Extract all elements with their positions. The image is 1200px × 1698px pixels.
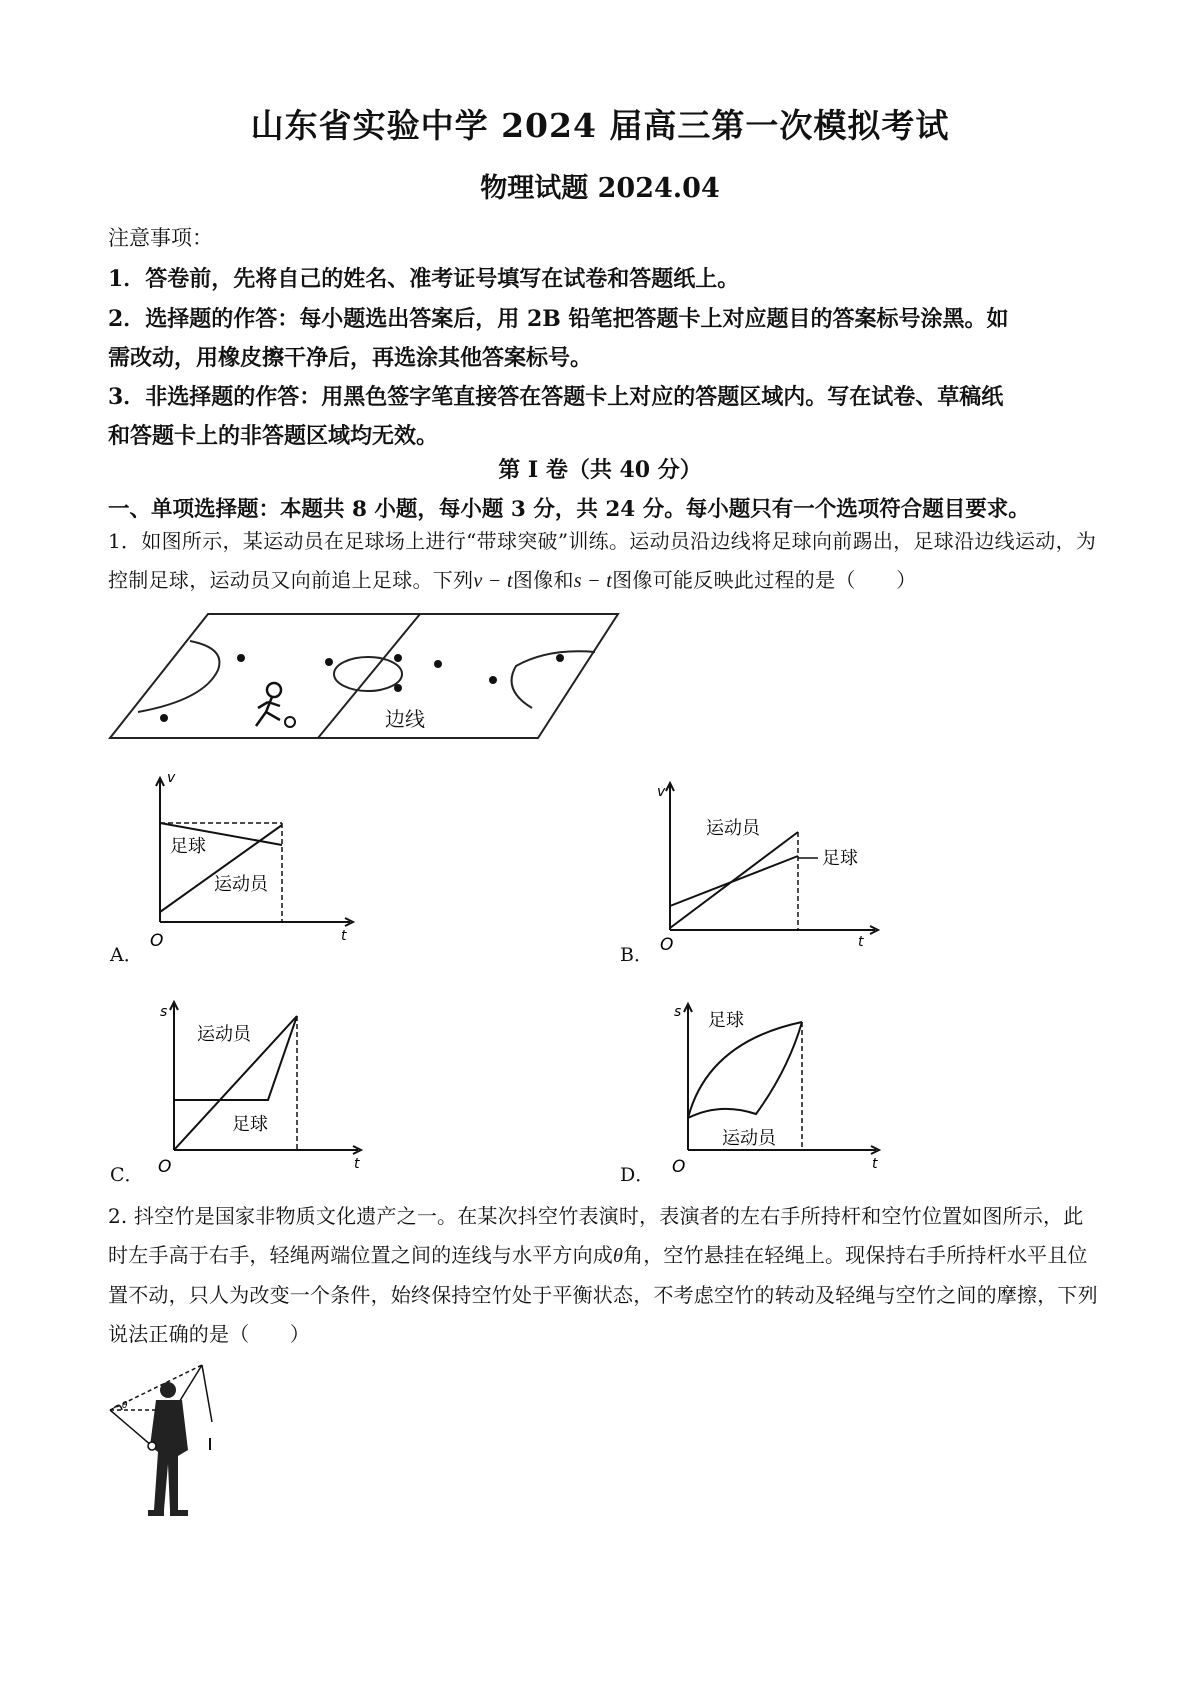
graph-b (650, 780, 890, 952)
question-1-text (108, 522, 1098, 601)
origin-label: O (150, 931, 164, 950)
graph-a (140, 770, 360, 950)
section-instruction: 一、单项选择题：本题共 8 小题，每小题 3 分，共 24 分。每小题只有一个选项符合题目要求。 (108, 497, 1030, 522)
origin-label: O (672, 1157, 686, 1176)
question-1-text-b: 图像和 (512, 568, 574, 592)
option-c-label[interactable]: C． (110, 1164, 144, 1186)
notice-item-1: 1．答卷前，先将自己的姓名、准考证号填写在试卷和答题纸上。 (108, 266, 740, 292)
option-a-label[interactable]: A． (110, 944, 143, 966)
ball-curve-label: 足球 (232, 1114, 268, 1135)
question-2-text (108, 1197, 1098, 1354)
football-field-illustration (108, 608, 628, 748)
exam-subtitle: 物理试题 2024.04 (480, 173, 720, 204)
athlete-curve-label: 运动员 (706, 818, 760, 839)
v-axis-label: v (657, 784, 666, 800)
diabolo-performer-illustration (108, 1360, 238, 1528)
t-axis-label: t (858, 934, 864, 950)
notice-item-3-line-1: 3．非选择题的作答：用黑色签字笔直接答在答题卡上对应的答题区域内。写在试卷、草稿纸 (108, 384, 1004, 410)
option-d-label[interactable]: D． (620, 1164, 655, 1186)
athlete-curve-label: 运动员 (197, 1024, 251, 1045)
ball-curve-label: 足球 (708, 1010, 744, 1031)
origin-label: O (660, 935, 674, 952)
graph-d (660, 998, 890, 1176)
exam-title: 山东省实验中学 2024 届高三第一次模拟考试 (250, 106, 950, 145)
athlete-curve-label: 运动员 (214, 874, 268, 895)
graph-c (150, 998, 370, 1176)
ball-curve-label: 足球 (170, 836, 206, 857)
theta-label: θ (122, 1401, 128, 1411)
question-2-text-a: 2. 抖空竹是国家非物质文化遗产之一。在某次抖空竹表演时，表演者的左右手所持杆和空竹位置如图所示，此时左手高于右手，轻绳两端位置之间的连线与水平方向成 (108, 1204, 1084, 1267)
v-axis-label: v (167, 770, 176, 786)
s-t-symbol: s − t (573, 570, 613, 592)
athlete-figure (256, 683, 281, 726)
v-t-symbol: v − t (473, 570, 513, 592)
sideline-label: 边线 (385, 707, 425, 731)
question-1-text-a: 1．如图所示，某运动员在足球场上进行“带球突破”训练。运动员沿边线将足球向前踢出，足球沿边线运动，为控制足球，运动员又向前追上足球。下列 (108, 529, 1097, 592)
t-axis-label: t (354, 1156, 360, 1172)
option-b-label[interactable]: B． (620, 944, 653, 966)
notice-item-2-line-1: 2．选择题的作答：每小题选出答案后，用 2B 铅笔把答题卡上对应题目的答案标号涂黑。如 (108, 306, 1009, 332)
ball-curve-label: 足球 (822, 848, 858, 869)
theta-symbol: θ (613, 1245, 624, 1267)
question-2-text-b: 角，空竹悬挂在轻绳上。现保持右手所持杆水平且位置不动，只人为改变一个条件，始终保持空竹处于平衡状态，不考虑空竹的转动及轻绳与空竹之间的摩擦，下列说法正确的是（ ） (108, 1243, 1098, 1346)
s-axis-label: s (674, 1004, 682, 1020)
notice-item-3-line-2: 和答题卡上的非答题区域均无效。 (108, 423, 439, 449)
t-axis-label: t (341, 928, 347, 944)
notice-item-2-line-2: 需改动，用橡皮擦干净后，再选涂其他答案标号。 (108, 345, 593, 371)
part-title: 第 I 卷（共 40 分） (498, 457, 702, 483)
athlete-curve-label: 运动员 (722, 1128, 776, 1149)
t-axis-label: t (872, 1156, 878, 1172)
s-axis-label: s (160, 1004, 168, 1020)
question-1-text-c: 图像可能反映此过程的是（ ） (612, 568, 917, 592)
ball-icon (285, 717, 295, 727)
notice-heading: 注意事项： (108, 226, 213, 250)
origin-label: O (158, 1157, 172, 1176)
